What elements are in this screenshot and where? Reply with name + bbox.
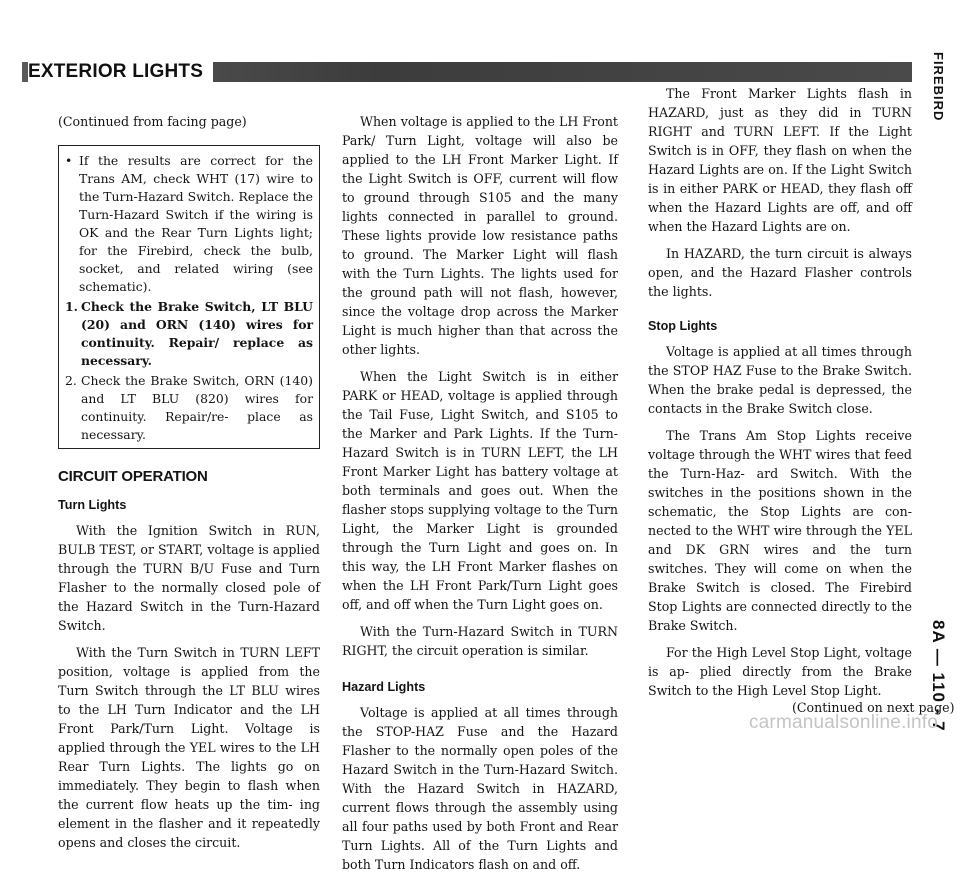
hazard-turn-circuit-paragraph: In HAZARD, the turn circuit is always open, and the Hazard Flasher controls the lights. [648,246,912,299]
note-item-1 [65,298,313,370]
note-item-1-text: Check the Brake Switch, LT BLU (20) and ORN (140) wires for continuity. Repair/ replace as necessary. [81,299,313,368]
note-bullet-item [65,152,313,296]
stop-paragraph-1: Voltage is applied at all times through the STOP HAZ Fuse to the Brake Switch. When the brake pedal is depressed, the contacts in the Brake Switch close. [648,344,912,416]
note-item-2 [65,372,313,444]
continued-from-note: (Continued from facing page) [58,114,247,129]
hazard-marker-paragraph: The Front Marker Lights flash in HAZARD, just as they did in TURN RIGHT and TURN LEFT. If the Light Switch is in OFF, they flash on when the Hazard Lights are on. If the Light Switch is in either PARK or HEAD, they flash off when the Hazard Lights are off, and off when the Hazard Lights are on. [648,86,912,234]
left-column [58,112,320,852]
stop-lights-heading: Stop Lights [648,319,718,333]
watermark: carmanualsonline.info [748,712,938,733]
turn-lights-heading: Turn Lights [58,498,127,512]
note-item-2-text: Check the Brake Switch, ORN (140) and LT BLU (820) wires for continuity. Repair/re- place as necessary. [81,373,313,442]
marker-paragraph-1: When voltage is applied to the LH Front Park/ Turn Light, voltage will also be applied to the LH Front Marker Light. If the Light Switch is OFF, current will flow to ground through S105 and the many lights connected in parallel to ground. These lights provide low resistance paths to ground. The Marker Light will flash with the Turn Lights. The lights used for the ground path will not flash, however, since the voltage drop across the Marker Light is much higher than that across the other lights. [342,114,618,357]
right-column [648,84,912,700]
turn-lights-paragraph-1: With the Ignition Switch in RUN, BULB TEST, or START, voltage is applied through the TURN B/U Fuse and Turn Flasher to the normally closed pole of the Hazard Switch in the Turn-Hazard Switch. [58,523,320,633]
continued-next-note: (Continued on next page) [792,700,955,715]
diagnostic-note-box [58,145,320,449]
turn-lights-paragraph-2: With the Turn Switch in TURN LEFT position, voltage is applied from the Turn Switch through the LT BLU wires to the LH Turn Indicator and the LH Front Park/Turn Light. Voltage is applied through the YEL wires to the LH Rear Turn Lights. The lights go on immediately. They begin to flash when the current flow heats up the tim- ing element in the flasher and it repeatedly opens and closes the circuit. [58,645,320,850]
note-item-2-number: 2. [65,373,77,388]
note-item-1-number: 1. [65,299,78,314]
hazard-paragraph: Voltage is applied at all times through the STOP-HAZ Fuse and the Hazard Flasher to the normally open poles of the Hazard Switch in the Turn-Hazard Switch. With the Hazard Switch in HAZARD, current flows through the assembly using all four paths used by both Front and Rear Turn Lights. All of the Turn Lights and both Turn Indicators flash on and off. [342,705,618,872]
bullet-icon: • [65,153,73,168]
page-title: EXTERIOR LIGHTS [28,60,213,84]
turn-right-paragraph: With the Turn-Hazard Switch in TURN RIGHT, the circuit operation is similar. [342,624,618,658]
middle-column [342,112,618,874]
side-tab-label: FIREBIRD [931,52,946,122]
high-level-stop-paragraph: For the High Level Stop Light, voltage is ap- plied directly from the Brake Switch to the High Level Stop Light. [648,645,912,698]
circuit-operation-heading: CIRCUIT OPERATION [58,468,208,485]
hazard-lights-heading: Hazard Lights [342,680,426,694]
note-bullet-text: If the results are correct for the Trans AM, check WHT (17) wire to the Turn-Hazard Switch. Replace the Turn-Hazard Switch if the wiring is OK and the Rear Turn Lights light; for the Firebird, check the bulb, socket, and related wiring (see schematic). [79,153,313,294]
page-number: 8A — 110 - 7 [929,620,948,732]
stop-paragraph-2: The Trans Am Stop Lights receive voltage through the WHT wires that feed the Turn-Haz- ard Switch. With the switches in the positions shown in the schematic, the Stop Lights are con- nected to the WHT wire through the YEL and DK GRN wires and the turn switches. They will come on when the Brake Switch is closed. The Firebird Stop Lights are connected directly to the Brake Switch. [648,428,912,633]
marker-paragraph-2: When the Light Switch is in either PARK or HEAD, voltage is applied through the Tail Fuse, Light Switch, and S105 to the Marker and Park Lights. If the Turn-Hazard Switch is in TURN LEFT, the LH Front Marker Light has battery voltage at both terminals and goes out. When the flasher stops supplying voltage to the Turn Light, the Marker Light is grounded through the Turn Light and goes on. In this way, the LH Front Marker flashes on when the LH Front Park/Turn Light goes off, and off when the Turn Light goes on. [342,369,618,612]
